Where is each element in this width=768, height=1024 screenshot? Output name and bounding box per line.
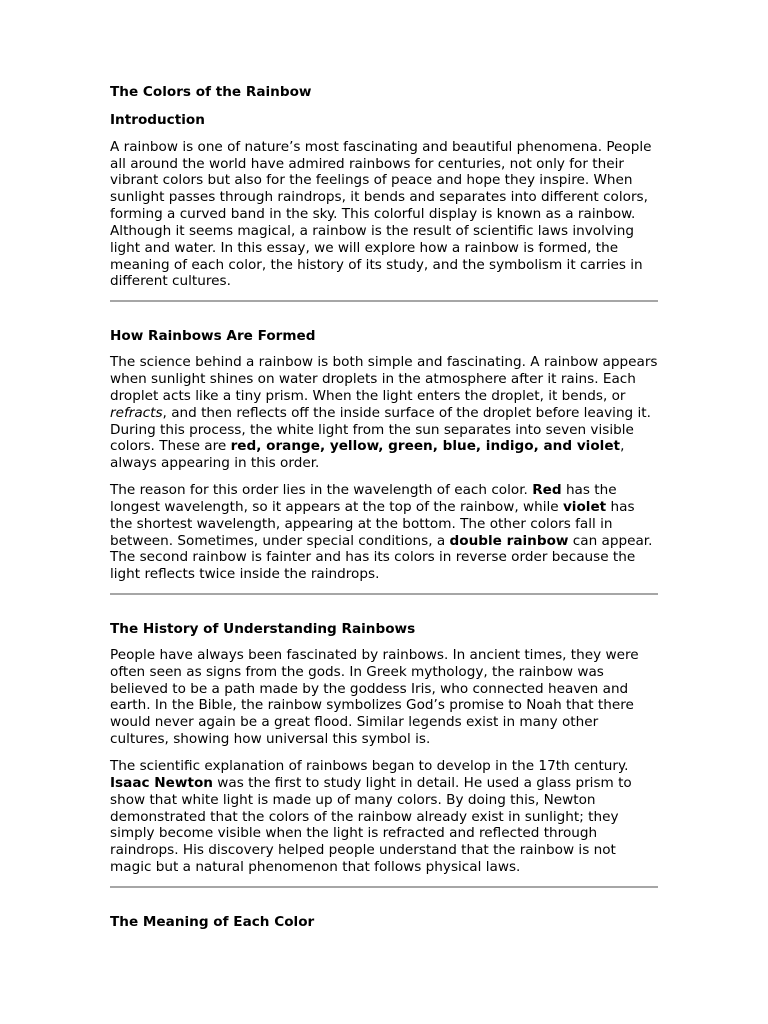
section-heading-introduction: Introduction [110, 111, 205, 128]
emphasis-violet: violet [562, 498, 607, 515]
document-title: The Colors of the Rainbow [110, 84, 312, 100]
history-paragraph-1: People have always been fascinated by rainbows. In ancient times, they were often seen as signs from the gods. In Greek mythology, the rainbow was believed to be a path made by the goddess Iris, who connected heaven and earth. In the Bible, the rainbow symbolizes God’s promise to Noah that there would never again be a great flood. Similar legends exist in many other cultures, showing how universal this symbol is. [110, 646, 639, 748]
formation-paragraph-2: The reason for this order lies in the wavelength of each color. Red has the longest wavelength, so it appears at the top of the rainbow, while violet has the shortest wavelength, appearing at the bottom. The other colors fall in between. Sometimes, under special conditions, a double rainbow can appear. The second rainbow is fainter and has its colors in reverse order because the light reflects twice inside the raindrops. [110, 482, 653, 583]
section-heading-formation: How Rainbows Are Formed [110, 328, 316, 345]
section-heading-history: The History of Understanding Rainbows [110, 621, 416, 638]
introduction-paragraph: A rainbow is one of nature’s most fascinating and beautiful phenomena. People all around the world have admired rainbows for centuries, not only for their vibrant colors but also for the feelings of peace and hope they inspire. When sunlight passes through raindrops, it bends and separates into different colors, forming a curved band in the sky. This colorful display is known as a rainbow. Although it seems magical, a rainbow is the result of scientific laws involving light and water. In this essay, we will explore how a rainbow is formed, the meaning of each color, the history of its study, and the symbolism it carries in different cultures. [110, 138, 652, 290]
section-heading-meaning: The Meaning of Each Color [110, 913, 315, 930]
formation-paragraph-1: The science behind a rainbow is both simple and fascinating. A rainbow appears when sunlight shines on water droplets in the atmosphere after it rains. Each droplet acts like a tiny prism. When the light enters the droplet, it bends, or refracts, and then reflects off the inside surface of the droplet before leaving it. During this process, the white light from the sun separates into seven visible colors. These are red, orange, yellow, green, blue, indigo, and violet, always appearing in this order. [110, 354, 658, 472]
history-paragraph-2: The scientific explanation of rainbows began to develop in the 17th century. Isaac Newton was the first to study light in detail. He used a glass prism to show that white light is made up of many colors. By doing this, Newton demonstrated that the colors of the rainbow already exist in sunlight; they simply become visible when the light is refracted and reflected through raindrops. His discovery helped people understand that the rainbow is not magic but a natural phenomenon that follows physical laws. [110, 758, 632, 876]
emphasis-refracts: refracts [110, 404, 163, 421]
document-body [110, 84, 658, 940]
emphasis-color-list: red, orange, yellow, green, blue, indigo, and violet [230, 438, 621, 455]
section-divider [110, 593, 658, 595]
emphasis-red: Red [532, 482, 562, 499]
emphasis-isaac-newton: Isaac Newton [110, 774, 213, 791]
section-divider [110, 300, 658, 302]
emphasis-double-rainbow: double rainbow [449, 532, 569, 549]
section-divider [110, 886, 658, 888]
